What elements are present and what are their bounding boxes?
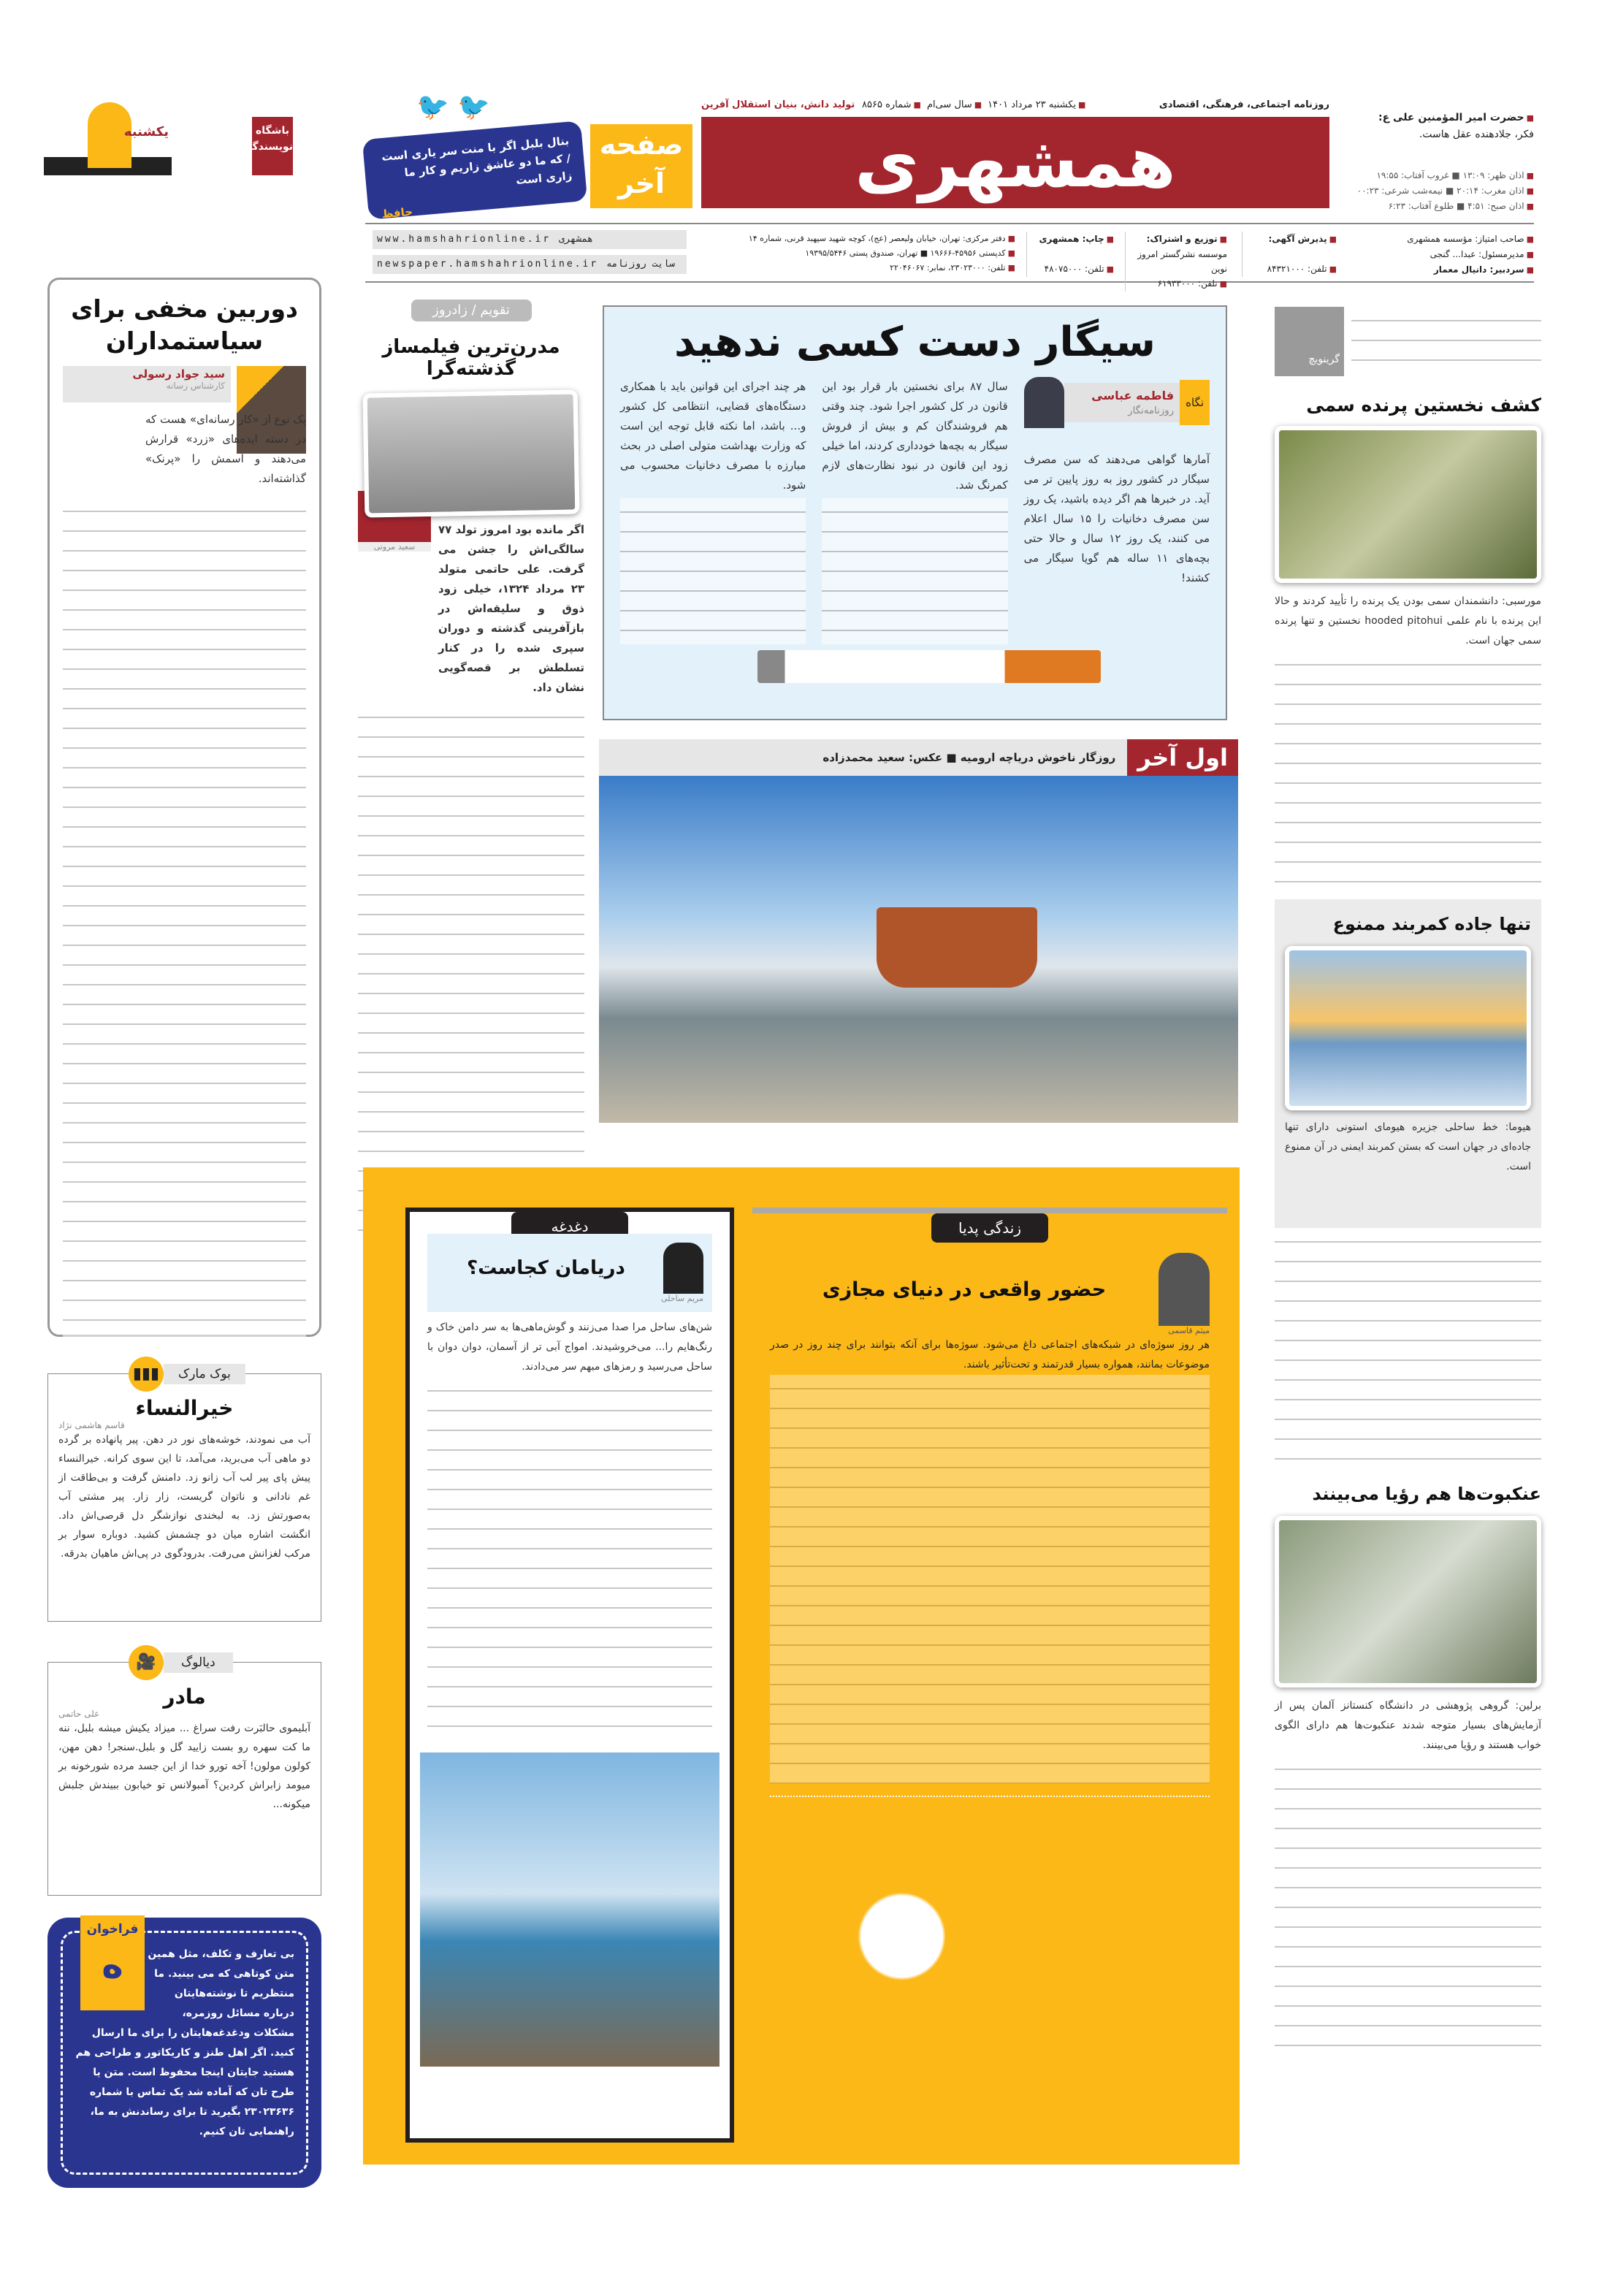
main-col-3: هر چند اجرای این قوانین باید با همکاری دستگاه‌های قضایی، انتظامی کل کشور و... باشد، اما نکته قابل توجه این است که وزارت بهداشت متولی اصلی در بحث مبارزه با مصرف دخانیات محسوب می شود. [620, 380, 806, 492]
photo-header [599, 739, 1238, 776]
subtitle: روزنامه اجتماعی، فرهنگی، اقتصادی [1159, 99, 1329, 110]
last-page-label: آخر [617, 167, 665, 199]
prayer-times [1344, 168, 1534, 214]
bookmark-title: خیرالنساء [135, 1396, 234, 1420]
tag-label: بوک مارک [164, 1364, 245, 1384]
ads-phone: ■ تلفن: ۸۴۳۲۱۰۰۰ [1243, 262, 1337, 277]
site-label: همشهری [559, 234, 593, 245]
books-icon: ▮▮▮ [129, 1357, 164, 1392]
author-role: کارشناس رسانه [166, 381, 225, 391]
author-name: سعید مروتی [358, 542, 431, 552]
info-bar [365, 223, 1534, 289]
calendar-lead: اگر مانده بود امروز تولد ۷۷ سالگی‌اش را جشن می گرفت. علی حاتمی متولد ۲۳ مرداد ۱۳۲۴، خیلی زود ذوق و سلیقه‌اش در بازآفرینی گذشته و دوران سپری شده را در کنار تسلطش بر قصه‌گویی نشان داد. [438, 523, 584, 694]
dialog-text: آبلیموی حالبَرت رفت سراغ ... میزاد یکیش میشه بلبل، ننه ما کت سهره رو بست زایید گل و بلبل.سنجر! دهن مهن، کولون مولون! آخه تورو خدا از این جسد مرده شورخونه بر میومد زابراش کردین؟ آمبولانس تو خیابون ببیندش جلبش میکونه... [58, 1723, 310, 1810]
calendar-body [358, 703, 584, 1237]
issue: ■ شماره ۸۵۶۵ [862, 99, 921, 110]
prayer-time: ■ اذان صبح: ۴:۵۱ ■ طلوع آفتاب: ۶:۲۳ [1344, 199, 1534, 214]
story2-box [1275, 899, 1541, 1228]
bookmark-box [47, 1365, 321, 1622]
hamshahri-logo-icon: ه [102, 1944, 123, 1986]
bookmark-text: آب می نمودند، خوشه‌های نور در دهن. پیر پانهاده بر گرده دو ماهی آب می‌برید، می‌آمد، تا این سوی کرانه. خیرالنساء پیش پای پیر لب آب زانو زد. دامنش گرفت و بی‌طاقت از غم نادانی و ناتوان گریست، زار زار. پیر مشتی آب به‌صورتش زد. به لبخندی نوازشگر دل قرصی‌اش داد. انگشت اشاره میان دو چشمش کشید. دوباره سوار بر مرکب لغزانش می‌رفت. بدرودگوی در پی‌اش ماهیان بدرقه. [58, 1434, 310, 1560]
tag-label: دیالوگ [164, 1652, 233, 1673]
main-col-1: آمارها گواهی می‌دهند که سن مصرف سیگار در کشور روز به روز پایین تر می آید. در خبرها هم اگر دیده باشید، یک روز سن مصرف دخانیات را ۱۵ سال اعلام می کنند، یک روز ۱۲ سال و حالا حتی بچه‌های ۱۱ ساله هم گویا سیگار می کشند! [1023, 453, 1210, 584]
story3-title: عنکبوت‌ها هم رؤیا می‌بینند [1312, 1484, 1541, 1504]
road-photo [1285, 946, 1531, 1110]
prayer-time: ■ اذان مغرب: ۲۰:۱۴ ■ نیمه‌شب شرعی: ۰۰:۲۳ [1344, 183, 1534, 199]
concern-box [405, 1208, 734, 2143]
prayer-time: ■ اذان ظهر: ۱۳:۰۹ ■ غروب آفتاب: ۱۹:۵۵ [1344, 168, 1534, 183]
story2-title: تنها جاده کمربند ممنوع [1332, 914, 1531, 934]
article-lead: یک نوع از «کار رسانه‌ای» هست که در دسته ایده‌های «زرد» قرارش می‌دهند و اسمش را «پرنک» گذاشته‌اند. [145, 413, 306, 485]
dialog-title: مادر [163, 1685, 206, 1709]
site-link[interactable]: www.hamshahrionline.ir [377, 234, 551, 245]
author-name: مریم ساحلی [660, 1294, 703, 1303]
pier-photo [420, 1752, 719, 2067]
print-phone: ■ تلفن: ۴۸۰۷۵۰۰۰ [1027, 262, 1114, 277]
concern-tag: دغدغه [511, 1212, 628, 1241]
concern-title: دریامان کجاست؟ [467, 1257, 625, 1279]
calendar-column [358, 300, 584, 1125]
photo-caption: روزگار ناخوش دریاچه ارومیه ■ عکس: سعید محمدزاده [822, 751, 1116, 764]
dist-label: ■ توزیع و اشتراک: [1126, 232, 1227, 247]
postal: ■ کدپستی ۴۵۹۵۶-۱۹۶۶۶ ■ تهران، صندوق پستی ۱۹۳۹۵/۵۴۴۶ [687, 246, 1015, 261]
last-page-badge [590, 124, 692, 208]
call-box [47, 1918, 321, 2188]
dist-phone: ■ تلفن: ۶۱۹۳۳۰۰۰ [1126, 276, 1227, 291]
life-title: حضور واقعی در دنیای مجازی [822, 1278, 1107, 1301]
author-name: میثم قاسمی [1168, 1326, 1210, 1335]
writers-club-logo [44, 102, 172, 175]
office-address: ■ دفتر مرکزی: تهران، خیابان ولیعصر (عج)، کوچه شهید سپهبد قرنی، شماره ۱۴ [687, 232, 1015, 246]
poet: حافظ [381, 205, 413, 221]
weekday: یکشنبه [123, 124, 169, 140]
newspaper-link[interactable]: newspaper.hamshahrionline.ir [377, 259, 599, 270]
dialog-author: علی حاتمی [58, 1709, 100, 1719]
spider-web-photo [1275, 1516, 1541, 1687]
bookmark-author: قاسم هاشمی نژاد [58, 1420, 125, 1430]
last-page-label: صفحه [599, 129, 684, 161]
call-text: بی تعارف و تکلف، مثل همین متن کوتاهی که می بینید. ما منتظریم تا نوشته‌هایتان درباره مسائل روزمره، مشکلات ودغدغه‌هایتان را برای ما ارسال کنید. اگر اهل طنز و کاریکاتور و طراحی هم هستید جایتان اینجا محفوظ است. متن یا طرح تان که آماده شد یک تماس با شماره ۲۳۰۲۳۶۳۶ بگیرید تا برای رساندنش به ما، راهنمایی تان کنیم. [75, 1948, 294, 2137]
quote-author: ■ حضرت امیر المؤمنین علی ع: [1344, 110, 1534, 126]
year: ■ سال سی‌ام [927, 99, 982, 110]
date: ■ یکشنبه ۲۳ مرداد ۱۴۰۱ [988, 99, 1085, 110]
main-title: سیگار دست کسی ندهید [674, 319, 1156, 366]
calendar-title: مدرن‌ترین فیلمساز گذشته‌گرا [382, 336, 560, 380]
editor: ■ سردبیر: دانیال معمار [1366, 262, 1534, 278]
story2-text: هیوما: خط ساحلی جزیره هیومای استونی دارای تنها جاده‌ای در جهان است که بستن کمربند ایمنی در آن ممنوع است. [1285, 1121, 1531, 1172]
quote: فکر، جلادهنده عقل هاست. [1419, 129, 1534, 140]
call-tag: فراخوان [86, 1922, 139, 1937]
cigarette-icon [757, 650, 1101, 683]
life-tag: زندگی پدیا [931, 1213, 1048, 1243]
film-camera-icon: 🎥 [129, 1645, 164, 1680]
birds-icon: 🐦 🐦 [416, 92, 491, 122]
poem: بنال بلبل اگر با منت سر یاری است / که ما دو عاشق زاریم و کار ما زاری است [381, 134, 573, 188]
manager: ■ مدیرمسئول: عبدا... گنجی [1366, 247, 1534, 262]
site-label: سایت روزنامه [606, 259, 675, 270]
author-photo [663, 1243, 703, 1294]
lake-urmia-photo [599, 776, 1238, 1123]
author-name: فاطمه عباسی [1091, 389, 1175, 403]
main-col-2: سال ۸۷ برای نخستین بار قرار بود این قانون در کل کشور اجرا شود. چند وقتی هم فروشندگان کم و بیش از فروش سیگار به بچه‌ها خودداری کردند، اما خیلی زود این قانون در نبود نظارت‌های لازم کمرنگ شد. [822, 380, 1008, 492]
author-name: سید جواد رسولی [132, 367, 225, 381]
phone: ■ تلفن: ۲۳۰۲۳۰۰۰، نمابر: ۲۲۰۴۶۰۶۷ [687, 261, 1015, 275]
author-role: روزنامه‌نگار [1128, 405, 1175, 416]
right-column [1275, 307, 1541, 2192]
main-article [603, 305, 1227, 720]
tagline: تولید دانش، بنیان استقلال آفرین [701, 99, 855, 110]
print-label: ■ چاپ: همشهری [1027, 232, 1114, 247]
photo-label: اول آخر [1127, 739, 1238, 776]
filmmaker-photo [363, 389, 580, 517]
story3-text: برلین: گروهی پژوهشی در دانشگاه کنستانز آلمان پس از آزمایش‌های بسیار متوجه شدند عنکبوت‌ها هم دارای الگوی خواب هستند و رؤیا می‌بینند. [1275, 1700, 1541, 1751]
author-photo [1159, 1253, 1210, 1326]
call-badge [80, 1915, 145, 2010]
ads-label: ■ پذیرش آگهی: [1243, 232, 1337, 247]
life-text: هر روز سوژه‌ای در شبکه‌های اجتماعی داغ می‌شود. سوژه‌ها برای آنکه بتوانند برای چند روز در صدر موضوعات بمانند، همواره بسیار قدرتمند و تحت‌تأثیر باشند. [770, 1339, 1210, 1370]
left-column-article [47, 278, 321, 1337]
dist-name: موسسه نشرگستر امروز نوین [1137, 249, 1227, 274]
article-body [63, 497, 306, 1338]
bottom-frame [363, 1167, 1240, 2165]
poem-banner [362, 121, 587, 220]
writers-club-badge: باشگاه نویسندگان [252, 117, 293, 175]
digital-hand-illustration [770, 1796, 1210, 2029]
article-title: دوربین مخفی برای سیاستمداران [71, 294, 298, 355]
section-tag: نگاه [1180, 380, 1210, 425]
owner: ■ صاحب امتیاز: مؤسسه همشهری [1366, 232, 1534, 247]
masthead-logo: همشهری [701, 117, 1329, 208]
author-photo [1024, 377, 1064, 428]
issue-date [862, 99, 1085, 110]
calendar-tag: تقویم / زادروز [411, 300, 532, 321]
greenwich-tag: گرینویچ [1275, 307, 1344, 376]
dialog-box [47, 1653, 321, 1896]
quote-box [1344, 110, 1534, 142]
concern-text: شن‌های ساحل مرا صدا می‌زنند و گوش‌ماهی‌ها به سر دامن خاک و رنگ‌هایم را... می‌خروشیدند. امواج آبی تر از آسمان، دوان دوان با ساحل می‌رسید و رمزهای مبهم سر می‌دادند. [427, 1321, 712, 1373]
story1-title: کشف نخستین پرنده سمی [1306, 394, 1541, 416]
bird-photo [1275, 426, 1541, 583]
story1-text: مورسبی: دانشمندان سمی بودن یک پرنده را تأیید کردند و حالا این پرنده با نام علمی hooded pitohui نخستین و تنها پرنده سمی جهان است. [1275, 595, 1541, 647]
life-box [752, 1208, 1227, 2135]
